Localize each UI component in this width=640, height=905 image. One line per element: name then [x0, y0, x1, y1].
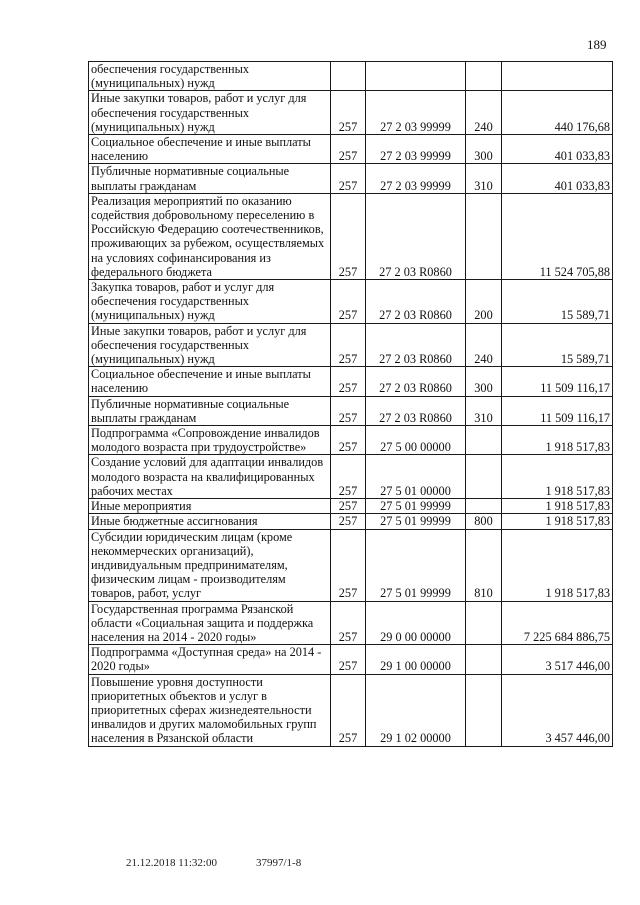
cell-admin-code: 257	[331, 323, 366, 367]
table-row	[89, 645, 613, 674]
cell-amount: 3 457 446,00	[502, 674, 613, 746]
cell-amount: 7 225 684 886,75	[502, 601, 613, 645]
cell-target-article: 29 1 02 00000	[366, 674, 466, 746]
cell-name: Публичные нормативные социальные выплаты гражданам	[89, 396, 331, 425]
page-number: 189	[587, 37, 607, 52]
cell-admin-code: 257	[331, 601, 366, 645]
footer-document-code: 37997/1-8	[256, 857, 302, 869]
cell-admin-code: 257	[331, 455, 366, 499]
cell-admin-code	[331, 62, 366, 91]
table-row	[89, 529, 613, 601]
cell-amount: 1 918 517,83	[502, 455, 613, 499]
cell-name: Создание условий для адаптации инвалидов молодого возраста на квалифицированных рабочих местах	[89, 455, 331, 499]
table-row	[89, 396, 613, 425]
cell-name: Иные бюджетные ассигнования	[89, 514, 331, 529]
cell-amount: 440 176,68	[502, 91, 613, 135]
cell-target-article: 27 5 01 00000	[366, 455, 466, 499]
cell-expense-type	[466, 499, 502, 514]
table-row	[89, 280, 613, 324]
cell-expense-type	[466, 645, 502, 674]
cell-expense-type: 300	[466, 135, 502, 164]
cell-admin-code: 257	[331, 280, 366, 324]
cell-admin-code: 257	[331, 674, 366, 746]
cell-name: Подпрограмма «Доступная среда» на 2014 - 2020 годы»	[89, 645, 331, 674]
cell-target-article: 29 1 00 00000	[366, 645, 466, 674]
cell-name: Государственная программа Рязанской области «Социальная защита и поддержка населения на 2014 - 2020 годы»	[89, 601, 331, 645]
table-row	[89, 601, 613, 645]
cell-expense-type: 240	[466, 323, 502, 367]
cell-admin-code: 257	[331, 367, 366, 396]
cell-target-article: 29 0 00 00000	[366, 601, 466, 645]
cell-target-article: 27 5 00 00000	[366, 426, 466, 455]
cell-expense-type: 310	[466, 396, 502, 425]
table-row	[89, 135, 613, 164]
cell-amount: 401 033,83	[502, 135, 613, 164]
cell-target-article: 27 2 03 R0860	[366, 323, 466, 367]
cell-admin-code: 257	[331, 193, 366, 279]
cell-name: Иные закупки товаров, работ и услуг для обеспечения государственных (муниципальных) нужд	[89, 323, 331, 367]
cell-expense-type	[466, 426, 502, 455]
footer-date: 21.12.2018 11:32:00	[126, 857, 217, 869]
table-row	[89, 455, 613, 499]
cell-name: Закупка товаров, работ и услуг для обеспечения государственных (муниципальных) нужд	[89, 280, 331, 324]
cell-name: Иные мероприятия	[89, 499, 331, 514]
cell-target-article: 27 5 01 99999	[366, 514, 466, 529]
cell-target-article	[366, 62, 466, 91]
cell-admin-code: 257	[331, 426, 366, 455]
table-row	[89, 323, 613, 367]
cell-admin-code: 257	[331, 135, 366, 164]
cell-amount: 3 517 446,00	[502, 645, 613, 674]
table-row	[89, 193, 613, 279]
cell-admin-code: 257	[331, 529, 366, 601]
cell-admin-code: 257	[331, 396, 366, 425]
cell-name: Публичные нормативные социальные выплаты гражданам	[89, 164, 331, 193]
table-row	[89, 62, 613, 91]
cell-target-article: 27 2 03 R0860	[366, 367, 466, 396]
cell-name: Субсидии юридическим лицам (кроме некоммерческих организаций), индивидуальным предпринимателям, физическим лицам - производителям товаров, работ, услуг	[89, 529, 331, 601]
cell-amount	[502, 62, 613, 91]
cell-name: Социальное обеспечение и иные выплаты населению	[89, 135, 331, 164]
table-row	[89, 514, 613, 529]
cell-admin-code: 257	[331, 164, 366, 193]
cell-expense-type	[466, 193, 502, 279]
cell-target-article: 27 2 03 99999	[366, 135, 466, 164]
cell-name: Повышение уровня доступности приоритетных объектов и услуг в приоритетных сферах жизнедеятельности инвалидов и других маломобильных групп населения в Рязанской области	[89, 674, 331, 746]
cell-expense-type	[466, 455, 502, 499]
table-body	[89, 62, 613, 747]
table-row	[89, 164, 613, 193]
budget-table	[88, 61, 613, 747]
cell-target-article: 27 2 03 R0860	[366, 396, 466, 425]
cell-amount: 1 918 517,83	[502, 529, 613, 601]
cell-target-article: 27 2 03 R0860	[366, 193, 466, 279]
cell-name: Подпрограмма «Сопровождение инвалидов молодого возраста при трудоустройстве»	[89, 426, 331, 455]
cell-expense-type	[466, 674, 502, 746]
cell-expense-type: 200	[466, 280, 502, 324]
cell-amount: 15 589,71	[502, 280, 613, 324]
cell-expense-type: 810	[466, 529, 502, 601]
table-row	[89, 91, 613, 135]
cell-amount: 1 918 517,83	[502, 426, 613, 455]
cell-amount: 15 589,71	[502, 323, 613, 367]
cell-amount: 11 524 705,88	[502, 193, 613, 279]
cell-amount: 1 918 517,83	[502, 514, 613, 529]
cell-expense-type	[466, 601, 502, 645]
cell-amount: 11 509 116,17	[502, 367, 613, 396]
table-row	[89, 499, 613, 514]
cell-expense-type: 240	[466, 91, 502, 135]
cell-amount: 401 033,83	[502, 164, 613, 193]
cell-amount: 11 509 116,17	[502, 396, 613, 425]
cell-target-article: 27 2 03 R0860	[366, 280, 466, 324]
table-row	[89, 674, 613, 746]
cell-expense-type: 310	[466, 164, 502, 193]
table-row	[89, 426, 613, 455]
cell-admin-code: 257	[331, 645, 366, 674]
cell-target-article: 27 2 03 99999	[366, 164, 466, 193]
cell-expense-type: 800	[466, 514, 502, 529]
cell-admin-code: 257	[331, 514, 366, 529]
cell-name: обеспечения государственных (муниципальных) нужд	[89, 62, 331, 91]
cell-target-article: 27 5 01 99999	[366, 529, 466, 601]
cell-name: Социальное обеспечение и иные выплаты населению	[89, 367, 331, 396]
table-row	[89, 367, 613, 396]
cell-admin-code: 257	[331, 499, 366, 514]
cell-amount: 1 918 517,83	[502, 499, 613, 514]
cell-target-article: 27 5 01 99999	[366, 499, 466, 514]
cell-expense-type: 300	[466, 367, 502, 396]
cell-expense-type	[466, 62, 502, 91]
cell-name: Реализация мероприятий по оказанию содействия добровольному переселению в Российскую Федерацию соотечественников, проживающих за рубежом, осуществляемых на условиях софинансирования из федерального бюджета	[89, 193, 331, 279]
cell-target-article: 27 2 03 99999	[366, 91, 466, 135]
cell-admin-code: 257	[331, 91, 366, 135]
cell-name: Иные закупки товаров, работ и услуг для обеспечения государственных (муниципальных) нужд	[89, 91, 331, 135]
